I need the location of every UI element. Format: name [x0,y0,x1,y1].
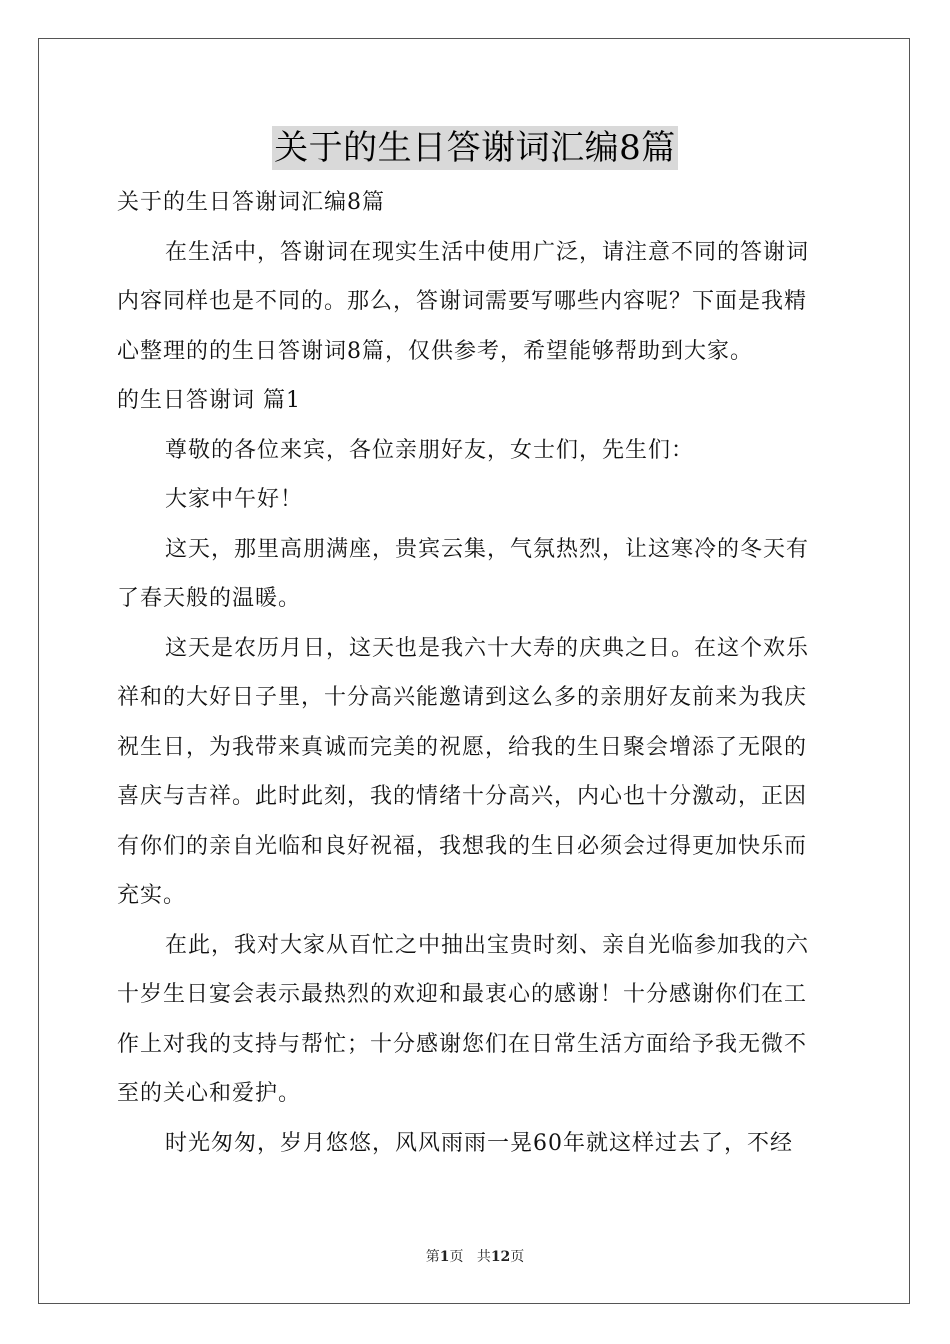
text-line: 大家中午好！ [165,487,304,512]
text-line: 关于的生日答谢词汇编8篇 [117,190,385,215]
text-line: 尊敬的各位来宾，各位亲朋好友，女士们，先生们： [165,437,695,463]
text-line: 这天是农历月日，这天也是我六十大寿的庆典之日。在这个欢乐 [165,635,810,661]
title-container [0,126,950,170]
text-line: 祥和的大好日子里，十分高兴能邀请到这么多的亲朋好友前来为我庆 [117,685,808,710]
footer-page-number: 1 [439,1249,450,1265]
document-body [117,178,833,1168]
text-line: 时光匆匆，岁月悠悠，风风雨雨一晃60年就这样过去了，不经 [165,1130,793,1156]
text-line: 了春天般的温暖。 [117,586,302,611]
text-line: 祝生日，为我带来真诚而完美的祝愿，给我的生日聚会增添了无限的 [117,734,808,760]
text-line: 充实。 [117,883,187,908]
text-line: 十岁生日宴会表示最热烈的欢迎和最衷心的感谢！十分感谢你们在工 [117,982,808,1007]
text-line: 这天，那里高朋满座，贵宾云集，气氛热烈，让这寒冷的冬天有 [165,536,810,562]
text-line: 作上对我的支持与帮忙；十分感谢您们在日常生活方面给予我无微不 [117,1031,808,1057]
text-line: 至的关心和爱护。 [117,1081,302,1106]
text-line: 在生活中，答谢词在现实生活中使用广泛，请注意不同的答谢词 [165,239,810,265]
text-line: 有你们的亲自光临和良好祝福，我想我的生日必须会过得更加快乐而 [117,833,808,859]
footer-total-prefix: 共 [476,1249,491,1265]
footer-page-prefix: 第 [425,1249,440,1265]
text-line: 喜庆与吉祥。此时此刻，我的情绪十分高兴，内心也十分激动，正因 [117,784,808,809]
text-line: 在此，我对大家从百忙之中抽出宝贵时刻、亲自光临参加我的六 [165,932,810,958]
footer-total-pages: 12 [490,1249,511,1265]
text-line: 心整理的的生日答谢词8篇，仅供参考，希望能够帮助到大家。 [117,338,753,364]
page-footer [0,1246,950,1266]
footer-page-unit: 页 [449,1249,464,1265]
text-line: 内容同样也是不同的。那么，答谢词需要写哪些内容呢？下面是我精 [117,289,808,314]
footer-total-unit: 页 [510,1249,525,1265]
text-line: 的生日答谢词 篇1 [117,388,301,413]
document-title: 关于的生日答谢词汇编8篇 [274,128,676,168]
